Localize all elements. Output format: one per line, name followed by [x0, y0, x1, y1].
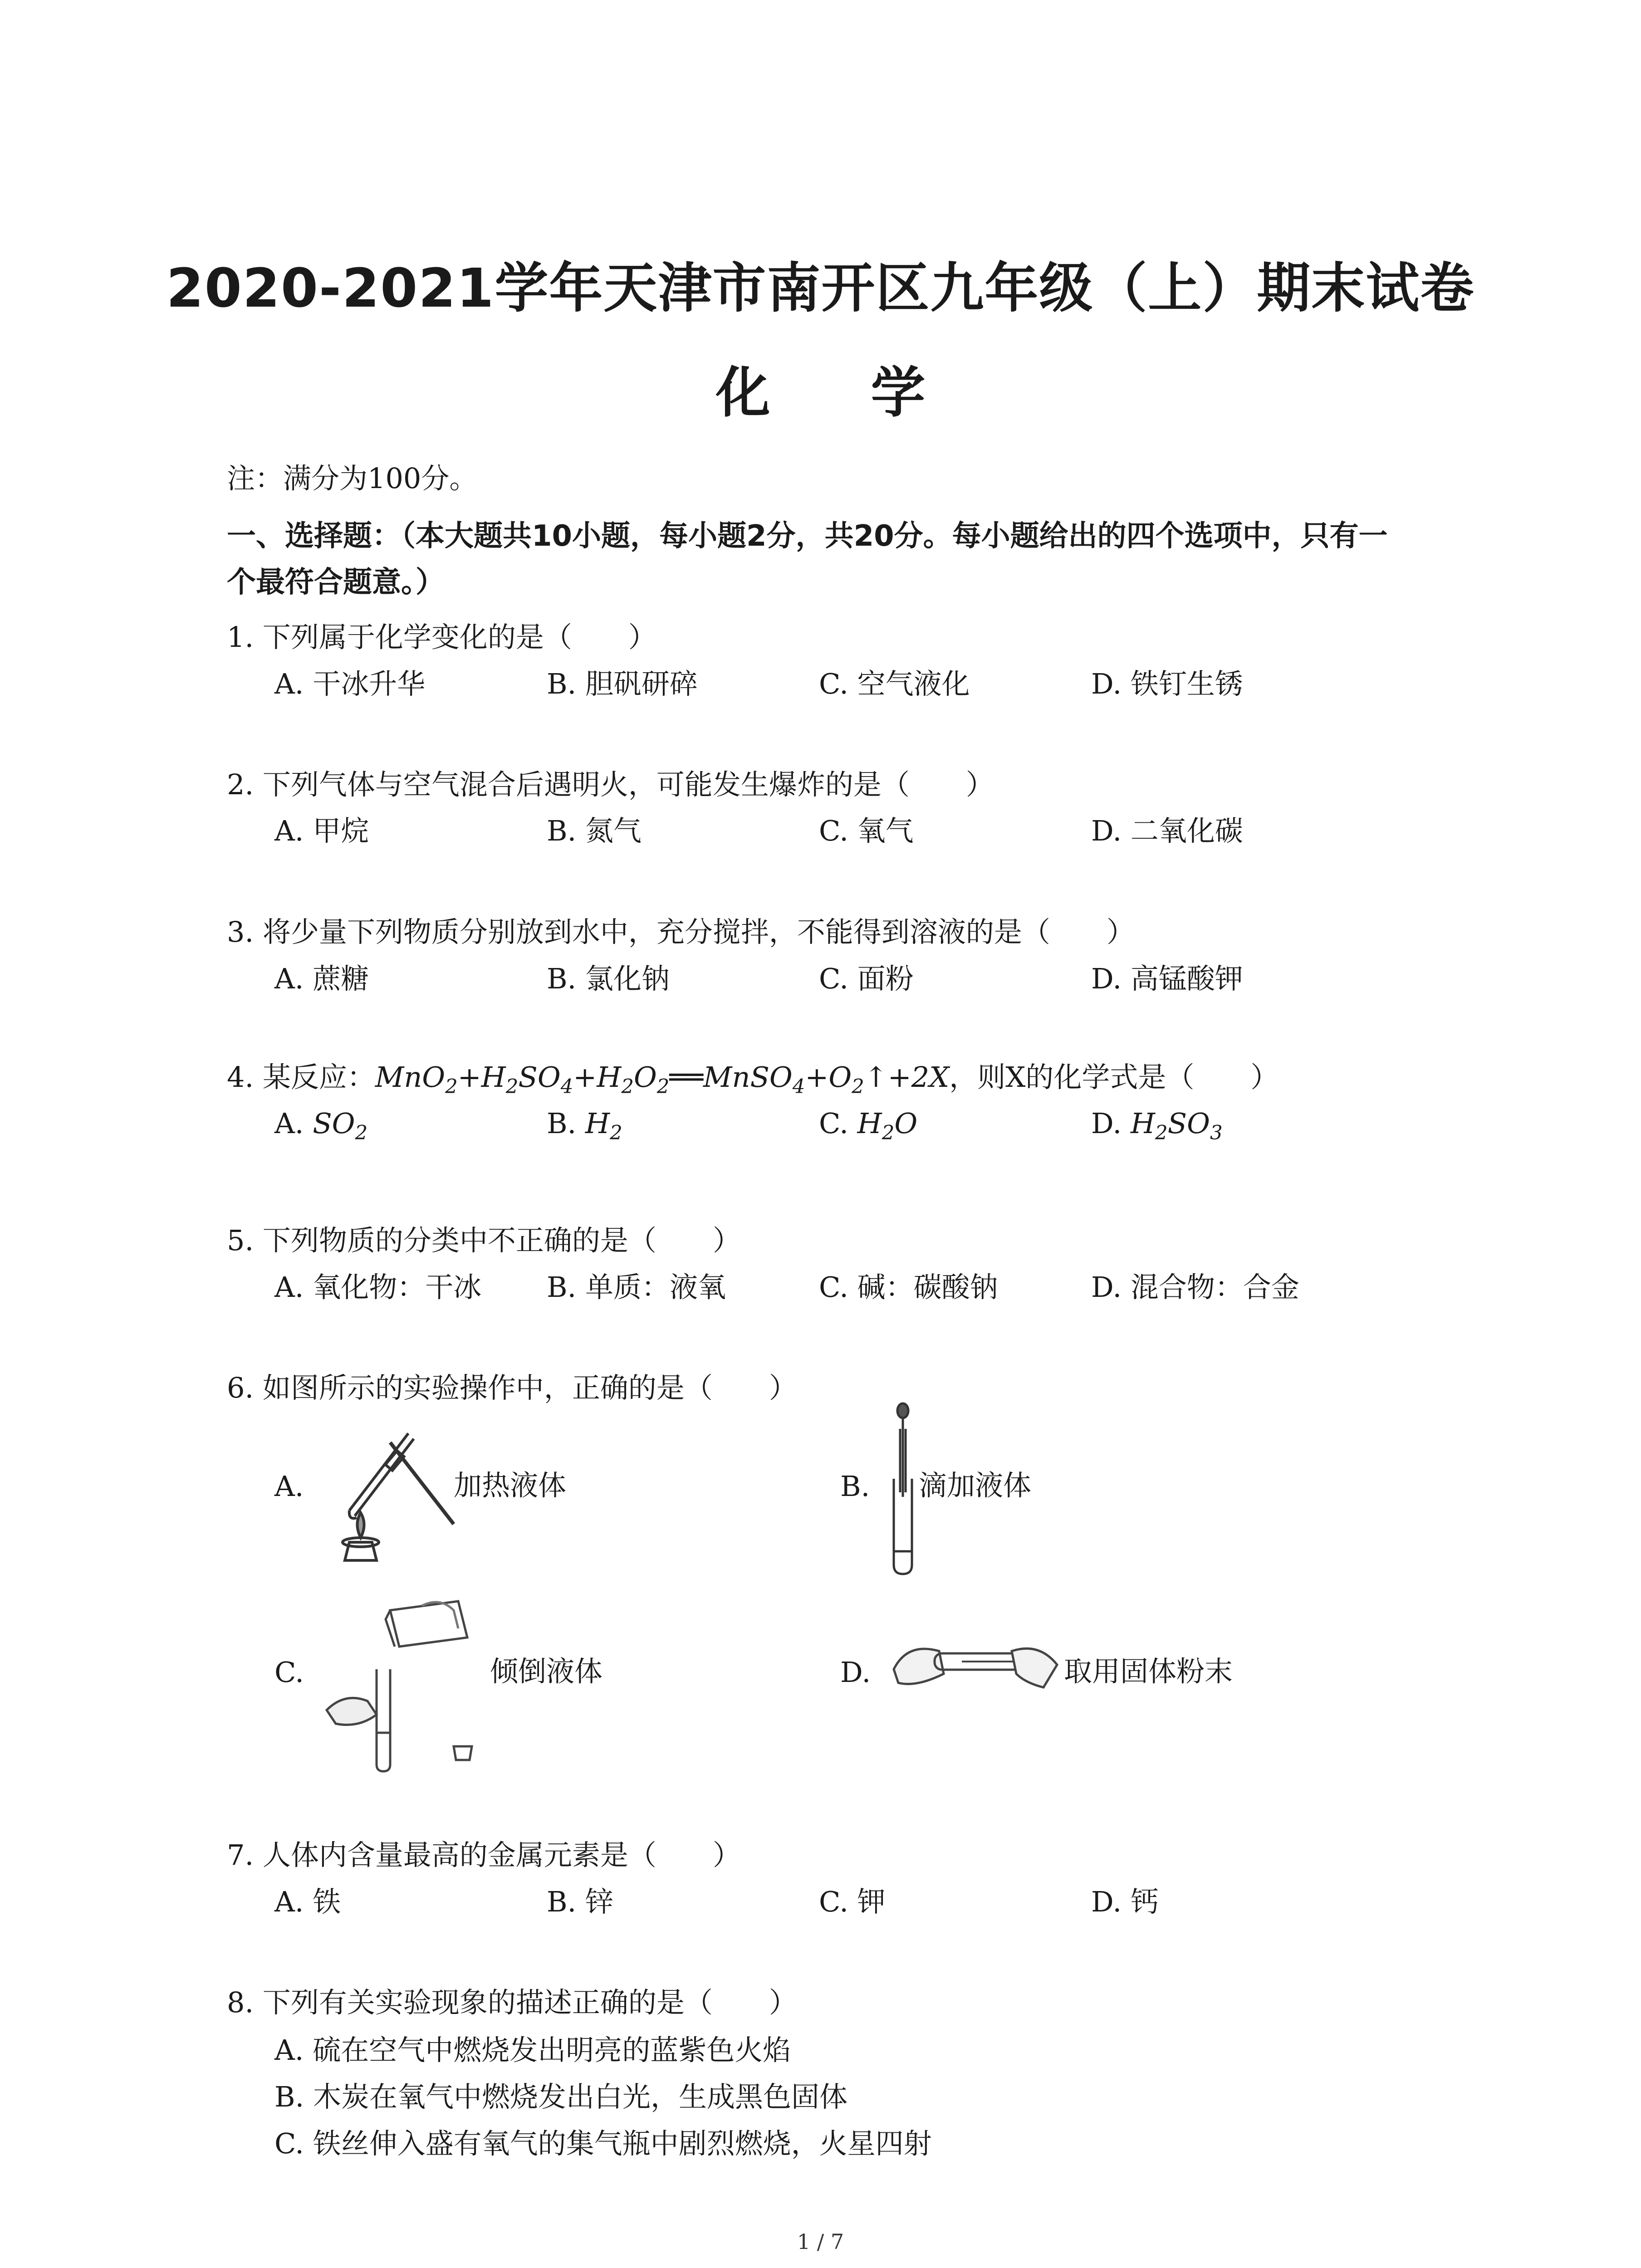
section-heading-line1: 一、选择题：（本大题共10小题，每小题2分，共20分。每小题给出的四个选项中，只有一: [227, 519, 1388, 553]
question-4-options: [274, 1107, 1499, 1143]
test-tube-icon: [377, 1669, 390, 1771]
question-5-option-b[interactable]: B. 单质：液氧: [547, 1271, 726, 1304]
question-2-option-c[interactable]: C. 氧气: [819, 814, 914, 847]
question-4-option-c[interactable]: C. $H_2O$: [819, 1107, 918, 1144]
question-7-option-c[interactable]: C. 钾: [819, 1885, 886, 1918]
question-5-option-c[interactable]: C. 碱：碳酸钠: [819, 1271, 998, 1304]
question-4-equation: $MnO_2+H_2SO_4+H_2O_2══MnSO_4+O_2↑+2X$: [375, 1061, 950, 1098]
question-6-figure-b-letter[interactable]: B.: [840, 1470, 870, 1503]
dropper-bulb-icon: [897, 1403, 908, 1418]
question-3-stem: 3. 将少量下列物质分别放到水中，充分搅拌，不能得到溶液的是（ ）: [227, 915, 1135, 948]
question-6-figure-b-label: 滴加液体: [919, 1469, 1032, 1502]
question-6-figure-d-letter[interactable]: D.: [840, 1656, 871, 1689]
reagent-bottle-icon: [390, 1601, 467, 1647]
question-2-option-a[interactable]: A. 甲烷: [274, 814, 369, 847]
exam-title: 2020-2021学年天津市南开区九年级（上）期末试卷: [166, 257, 1475, 319]
question-5-options: [274, 1265, 1499, 1304]
question-6-figure-a-label: 加热液体: [454, 1469, 567, 1502]
question-7-stem: 7. 人体内含量最高的金属元素是（ ）: [227, 1838, 741, 1872]
question-1-stem: 1. 下列属于化学变化的是（ ）: [227, 621, 656, 654]
section-heading-line2: 个最符合题意。）: [227, 566, 445, 599]
solid-powder-illustration: [889, 1624, 1062, 1706]
question-3-options: [274, 956, 1499, 995]
question-3-option-c[interactable]: C. 面粉: [819, 962, 914, 995]
question-3-option-b[interactable]: B. 氯化钠: [547, 962, 670, 995]
right-hand-icon: [1012, 1648, 1057, 1687]
question-2-stem: 2. 下列气体与空气混合后遇明火，可能发生爆炸的是（ ）: [227, 768, 994, 801]
question-6-figure-a-letter[interactable]: A.: [274, 1470, 304, 1503]
question-4-option-a[interactable]: A. $SO_2$: [274, 1107, 368, 1144]
question-2-option-b[interactable]: B. 氮气: [547, 814, 642, 847]
question-2-option-d[interactable]: D. 二氧化碳: [1091, 814, 1243, 847]
question-8-stem: 8. 下列有关实验现象的描述正确的是（ ）: [227, 1986, 797, 2019]
question-7-option-a[interactable]: A. 铁: [274, 1885, 341, 1918]
question-2-options: [274, 808, 1499, 845]
question-1-option-b[interactable]: B. 胆矾研碎: [547, 667, 698, 700]
score-note: 注：满分为100分。: [227, 462, 478, 495]
question-3-option-d[interactable]: D. 高锰酸钾: [1091, 962, 1243, 995]
question-8-option-a[interactable]: A. 硫在空气中燃烧发出明亮的蓝紫色火焰: [274, 2033, 791, 2067]
subject-title: 化 学: [715, 362, 966, 425]
heating-liquid-illustration: [318, 1415, 463, 1565]
question-6-figure-c-label: 倾倒液体: [490, 1655, 603, 1688]
question-7-option-b[interactable]: B. 锌: [547, 1885, 613, 1918]
question-7-options: [274, 1879, 1499, 1916]
question-1-option-c[interactable]: C. 空气液化: [819, 667, 970, 700]
question-1-option-d[interactable]: D. 铁钉生锈: [1091, 667, 1243, 700]
question-4-option-d[interactable]: D. $H_2SO_3$: [1091, 1107, 1223, 1144]
question-1-options: [274, 661, 1499, 698]
hand-icon: [327, 1698, 377, 1725]
question-1-option-a[interactable]: A. 干冰升华: [274, 667, 426, 700]
question-5-option-a[interactable]: A. 氧化物：干冰: [274, 1271, 482, 1304]
question-4-prefix: 4. 某反应：: [227, 1061, 375, 1094]
question-6-figure-d-label: 取用固体粉末: [1064, 1655, 1233, 1688]
page-number: 1 / 7: [797, 2229, 844, 2254]
question-6-figure-c-letter[interactable]: C.: [274, 1656, 304, 1689]
question-4-option-b[interactable]: B. $H_2$: [547, 1107, 622, 1144]
question-5-stem: 5. 下列物质的分类中不正确的是（ ）: [227, 1224, 741, 1257]
pouring-liquid-illustration: [318, 1597, 508, 1774]
question-5-option-d[interactable]: D. 混合物：合金: [1091, 1271, 1299, 1304]
question-7-option-d[interactable]: D. 钙: [1091, 1885, 1159, 1918]
bottle-stopper-icon: [454, 1746, 472, 1760]
question-4-suffix: ，则X的化学式是（ ）: [949, 1061, 1279, 1094]
question-4-stem: [227, 1055, 1279, 1098]
question-6-stem: 6. 如图所示的实验操作中，正确的是（ ）: [227, 1371, 797, 1404]
question-3-option-a[interactable]: A. 蔗糖: [274, 962, 369, 995]
question-8-option-c[interactable]: C. 铁丝伸入盛有氧气的集气瓶中剧烈燃烧，火星四射: [274, 2127, 932, 2160]
question-8-option-b[interactable]: B. 木炭在氧气中燃烧发出白光，生成黑色固体: [274, 2080, 847, 2113]
